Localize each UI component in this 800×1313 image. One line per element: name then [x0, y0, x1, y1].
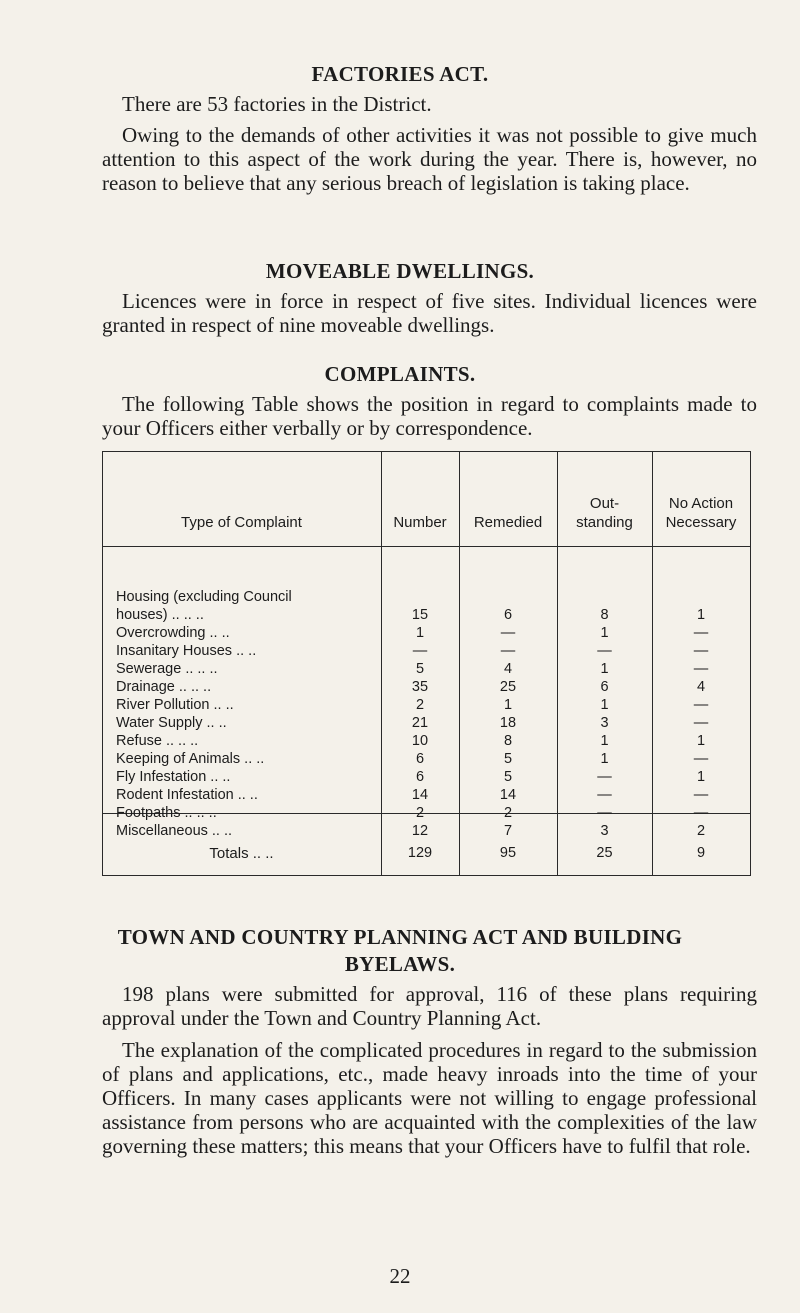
header-remedied: Remedied	[473, 514, 543, 531]
row-label: Footpaths .. .. ..	[116, 805, 217, 821]
planning-paragraph-1: 198 plans were submitted for approval, 116 of these plans requiring approval under the Town and Country Planning Act.	[102, 982, 757, 1030]
cell-no-action: 2	[696, 823, 706, 839]
cell-outstanding: 1	[600, 625, 609, 641]
header-number: Number	[393, 514, 447, 531]
cell-number: 2	[415, 805, 425, 821]
header-outstanding-line1: Out-	[589, 495, 620, 512]
cell-outstanding: 8	[600, 607, 609, 623]
cell-remedied: 25	[499, 679, 517, 695]
cell-no-action: —	[693, 715, 709, 731]
row-label: Fly Infestation .. ..	[116, 769, 231, 785]
row-label: Insanitary Houses .. ..	[116, 643, 257, 659]
complaints-paragraph: The following Table shows the position in regard to complaints made to your Officers either verbally or by correspondence.	[102, 392, 757, 440]
row-label: Drainage .. .. ..	[116, 679, 212, 695]
cell-outstanding: 1	[600, 751, 609, 767]
cell-outstanding: 6	[600, 679, 609, 695]
row-label: Keeping of Animals .. ..	[116, 751, 265, 767]
header-no-action-line2: Necessary	[665, 514, 737, 531]
cell-number: 6	[415, 751, 425, 767]
totals-outstanding: 25	[596, 845, 613, 861]
row-label: Refuse .. .. ..	[116, 733, 199, 749]
cell-no-action: 1	[696, 769, 706, 785]
row-label: Water Supply .. ..	[116, 715, 227, 731]
row-label: houses) .. .. ..	[116, 607, 204, 623]
cell-number: 15	[411, 607, 429, 623]
cell-number: 5	[415, 661, 425, 677]
cell-outstanding: —	[597, 805, 612, 821]
cell-no-action: —	[693, 751, 709, 767]
totals-no-action: 9	[696, 845, 706, 861]
cell-number: 10	[411, 733, 429, 749]
cell-outstanding: —	[597, 769, 612, 785]
cell-remedied: 1	[503, 697, 513, 713]
cell-remedied: 14	[499, 787, 517, 803]
planning-heading-line2: BYELAWS.	[344, 952, 456, 976]
cell-outstanding: 3	[600, 823, 609, 839]
factories-paragraph-2: Owing to the demands of other activities it was not possible to give much attention to this aspect of the work during the year. There is, however, no reason to believe that any serious breach of legislation is taking place.	[102, 123, 757, 195]
cell-number: 35	[411, 679, 429, 695]
moveable-dwellings-heading: MOVEABLE DWELLINGS.	[265, 259, 535, 283]
cell-number: 12	[411, 823, 429, 839]
row-label-line1: Housing (excluding Council	[116, 589, 292, 605]
cell-number: 2	[415, 697, 425, 713]
cell-remedied: 5	[503, 769, 513, 785]
cell-number: 6	[415, 769, 425, 785]
cell-remedied: 18	[499, 715, 517, 731]
complaints-heading: COMPLAINTS.	[324, 362, 476, 386]
cell-remedied: 6	[503, 607, 513, 623]
row-label: Sewerage .. .. ..	[116, 661, 218, 677]
header-type-of-complaint: Type of Complaint	[181, 514, 302, 531]
moveable-dwellings-paragraph: Licences were in force in respect of five sites. Individual licences were granted in respect of nine moveable dwellings.	[102, 289, 757, 337]
cell-outstanding: —	[597, 787, 612, 803]
totals-number: 129	[407, 845, 433, 861]
cell-outstanding: 1	[600, 733, 609, 749]
cell-outstanding: 3	[600, 715, 609, 731]
row-label: Overcrowding .. ..	[116, 625, 230, 641]
cell-outstanding: 1	[600, 697, 609, 713]
totals-label: Totals .. ..	[209, 845, 274, 862]
cell-remedied: —	[500, 643, 516, 659]
cell-outstanding: 1	[600, 661, 609, 677]
cell-no-action: 4	[696, 679, 706, 695]
cell-remedied: 4	[503, 661, 513, 677]
cell-number: 14	[411, 787, 429, 803]
row-label: River Pollution .. ..	[116, 697, 234, 713]
cell-no-action: —	[693, 643, 709, 659]
cell-remedied: 7	[503, 823, 513, 839]
factories-heading: FACTORIES ACT.	[311, 62, 489, 86]
cell-remedied: —	[500, 625, 516, 641]
totals-remedied: 95	[499, 845, 517, 861]
planning-heading-line1: TOWN AND COUNTRY PLANNING ACT AND BUILDING	[117, 925, 683, 949]
cell-remedied: 2	[503, 805, 513, 821]
cell-remedied: 5	[503, 751, 513, 767]
row-label: Rodent Infestation .. ..	[116, 787, 258, 803]
header-no-action-line1: No Action	[668, 495, 734, 512]
cell-no-action: 1	[696, 607, 706, 623]
cell-no-action: 1	[696, 733, 706, 749]
row-label: Miscellaneous .. ..	[116, 823, 233, 839]
cell-number: —	[412, 643, 428, 659]
cell-no-action: —	[693, 661, 709, 677]
cell-outstanding: —	[597, 643, 612, 659]
cell-no-action: —	[693, 805, 709, 821]
cell-no-action: —	[693, 697, 709, 713]
cell-number: 1	[415, 625, 425, 641]
cell-no-action: —	[693, 625, 709, 641]
header-outstanding-line2: standing	[576, 514, 633, 531]
page-number: 22	[389, 1264, 411, 1288]
complaints-table	[102, 451, 760, 959]
cell-no-action: —	[693, 787, 709, 803]
factories-paragraph-1: There are 53 factories in the District.	[122, 92, 432, 116]
cell-number: 21	[411, 715, 429, 731]
cell-remedied: 8	[503, 733, 513, 749]
planning-paragraph-2: The explanation of the complicated procedures in regard to the submission of plans and applications, etc., made heavy inroads into the time of your Officers. In many cases applicants were not willing to engage professional assistance from persons who are acquainted with the complexities of the law governing these matters; this means that your Officers have to fulfil that role.	[102, 1038, 757, 1158]
